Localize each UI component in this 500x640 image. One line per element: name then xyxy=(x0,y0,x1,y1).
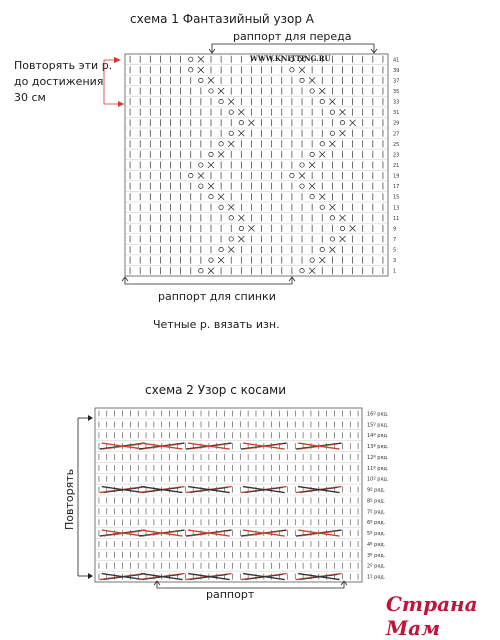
knitting-watermark: WWW.KNITTING.RU xyxy=(250,54,331,63)
row-number: 3 xyxy=(393,258,397,265)
row-number: 7 xyxy=(393,237,397,243)
row-label: 13º ряд. xyxy=(367,444,389,451)
row-number: 11 xyxy=(393,215,400,222)
row-label: 2º ряд. xyxy=(367,563,386,570)
row-number: 37 xyxy=(393,78,400,85)
row-label: 3º ряд. xyxy=(367,552,386,559)
row-label: 11º ряд. xyxy=(367,465,389,472)
row-number: 29 xyxy=(393,120,400,127)
chart1-repeat-back-label: раппорт для спинки xyxy=(158,290,276,303)
repeat-note-line-1: Повторять эти р. xyxy=(14,59,113,72)
row-label: 15º ряд. xyxy=(367,422,389,429)
row-label: 7º ряд. xyxy=(367,509,386,516)
row-label: 1º ряд. xyxy=(367,574,386,581)
strana-mam-logo: Страна Мам xyxy=(386,592,478,640)
row-number: 19 xyxy=(393,173,400,180)
chart1-even-rows-note: Четные р. вязать изн. xyxy=(153,318,280,331)
chart2-side-label: Повторять xyxy=(63,468,76,530)
row-label: 4º ряд. xyxy=(367,541,386,548)
chart2-repeat-label: раппорт xyxy=(206,588,255,601)
row-label: 16º ряд. xyxy=(367,411,389,418)
row-label: 6º ряд. xyxy=(367,520,386,527)
row-number: 15 xyxy=(393,194,400,201)
row-number: 1 xyxy=(393,268,397,275)
row-label: 10º ряд. xyxy=(367,476,389,483)
row-label: 8º ряд. xyxy=(367,498,386,505)
row-number: 27 xyxy=(393,131,400,138)
arrow-icon xyxy=(88,415,93,421)
row-number: 33 xyxy=(393,99,400,106)
row-number: 23 xyxy=(393,152,400,159)
row-number: 39 xyxy=(393,67,400,74)
chart1-title: схема 1 Фантазийный узор А xyxy=(130,12,315,26)
row-number: 35 xyxy=(393,89,400,95)
row-label: 12º ряд. xyxy=(367,454,389,461)
row-label: 5º ряд. xyxy=(367,531,386,538)
row-number: 21 xyxy=(393,163,400,169)
row-number: 5 xyxy=(393,247,397,254)
row-number: 17 xyxy=(393,184,400,191)
row-number: 13 xyxy=(393,205,400,212)
row-number: 41 xyxy=(393,57,400,64)
chart2-title: схема 2 Узор с косами xyxy=(145,383,287,397)
row-label: 9º ряд. xyxy=(367,487,386,494)
row-label: 14º ряд. xyxy=(367,433,389,440)
repeat-note-line-2: до достижения xyxy=(14,75,104,88)
arrow-icon xyxy=(88,573,93,579)
chart1-repeat-front-label: раппорт для переда xyxy=(233,30,352,43)
row-number: 31 xyxy=(393,110,400,117)
row-number: 9 xyxy=(393,226,397,233)
row-number: 25 xyxy=(393,141,400,148)
repeat-note-line-3: 30 см xyxy=(14,91,46,104)
